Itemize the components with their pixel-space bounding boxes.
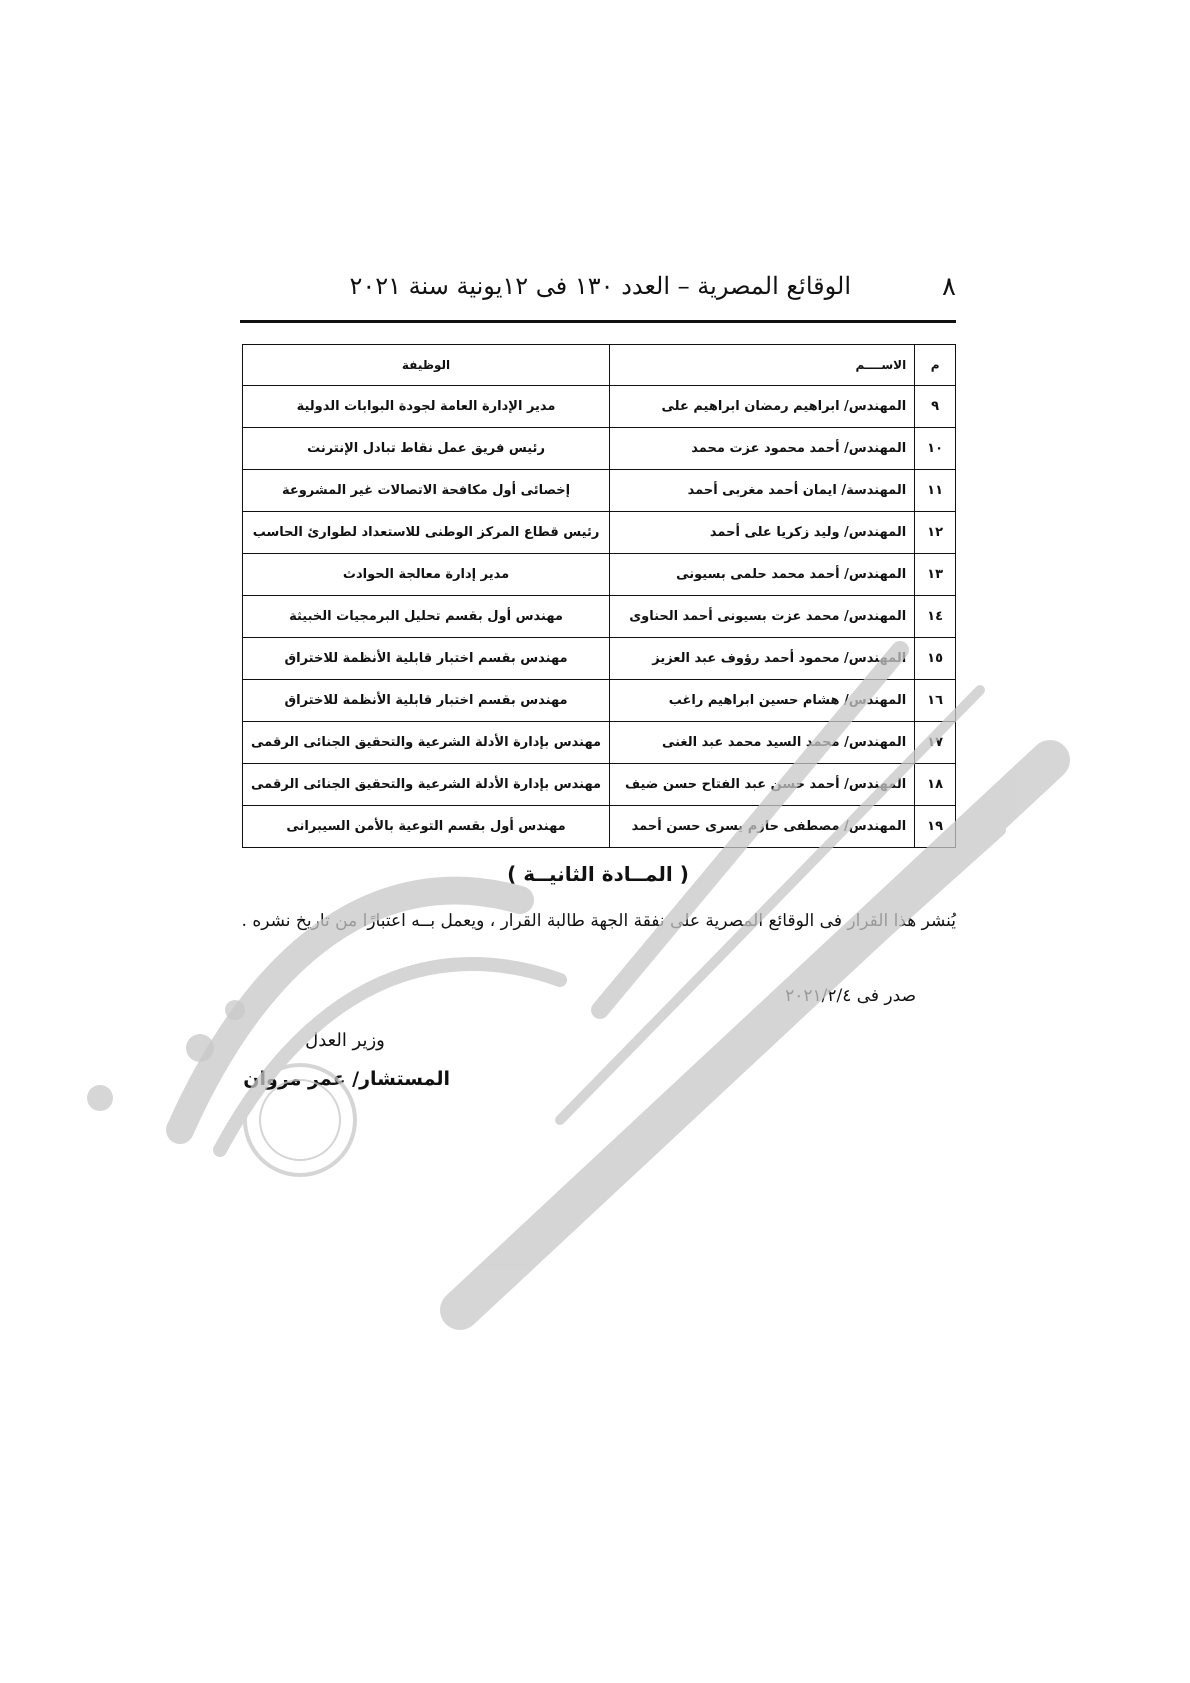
cell-job: مهندس بإدارة الأدلة الشرعية والتحقيق الجنائى الرقمى	[243, 764, 610, 806]
cell-name: المهندس/ أحمد حسن عبد الفتاح حسن ضيف	[610, 764, 915, 806]
table-row	[243, 596, 956, 638]
cell-name: المهندس/ أحمد محمد حلمى بسيونى	[610, 554, 915, 596]
article-title: ( المــادة الثانيــة )	[507, 862, 689, 886]
cell-name: المهندس/ ابراهيم رمضان ابراهيم على	[610, 386, 915, 428]
table-row	[243, 512, 956, 554]
minister-title: وزير العدل	[305, 1030, 385, 1051]
column-header-job: الوظيفة	[243, 345, 610, 386]
watermark-stroke-diagonal-2	[520, 830, 1000, 1260]
watermark-dot-1	[87, 1085, 113, 1111]
table-row	[243, 806, 956, 848]
page-header	[240, 272, 956, 312]
column-header-num: م	[915, 345, 956, 386]
cell-num: ١٥	[915, 638, 956, 680]
table-row	[243, 428, 956, 470]
cell-num: ١٢	[915, 512, 956, 554]
roster-table	[242, 344, 956, 848]
table-body	[243, 386, 956, 848]
page-number: ٨	[942, 272, 956, 302]
cell-job: مهندس بقسم اختبار قابلية الأنظمة للاختراق	[243, 680, 610, 722]
cell-job: مهندس بقسم اختبار قابلية الأنظمة للاختراق	[243, 638, 610, 680]
cell-name: المهندس/ محمد عزت بسيونى أحمد الحناوى	[610, 596, 915, 638]
cell-name: المهندس/ محمود أحمد رؤوف عبد العزيز	[610, 638, 915, 680]
table-row	[243, 386, 956, 428]
cell-num: ١٦	[915, 680, 956, 722]
cell-name: المهندس/ أحمد محمود عزت محمد	[610, 428, 915, 470]
cell-job: مدير الإدارة العامة لجودة البوابات الدولية	[243, 386, 610, 428]
signatory-name: المستشار/ عمر مروان	[243, 1068, 450, 1090]
table-header-row	[243, 345, 956, 386]
column-header-name: الاســــم	[610, 345, 915, 386]
table-row	[243, 722, 956, 764]
cell-name: المهندسة/ ايمان أحمد مغربى أحمد	[610, 470, 915, 512]
cell-job: مهندس بإدارة الأدلة الشرعية والتحقيق الجنائى الرقمى	[243, 722, 610, 764]
watermark-seal-inner-icon	[260, 1080, 340, 1160]
cell-job: رئيس فريق عمل نقاط تبادل الإنترنت	[243, 428, 610, 470]
cell-job: مهندس أول بقسم تحليل البرمجيات الخبيثة	[243, 596, 610, 638]
cell-name: المهندس/ وليد زكريا على أحمد	[610, 512, 915, 554]
watermark-arc-inner	[220, 964, 560, 1150]
gazette-title: الوقائع المصرية – العدد ١٣٠ فى ١٢يونية سنة ٢٠٢١	[349, 272, 851, 300]
cell-num: ١٧	[915, 722, 956, 764]
cell-job: مهندس أول بقسم التوعية بالأمن السيبرانى	[243, 806, 610, 848]
cell-job: مدير إدارة معالجة الحوادث	[243, 554, 610, 596]
cell-name: المهندس/ محمد السيد محمد عبد الغنى	[610, 722, 915, 764]
cell-job: رئيس قطاع المركز الوطنى للاستعداد لطوارئ الحاسب	[243, 512, 610, 554]
watermark-dot-2	[186, 1034, 214, 1062]
table-row	[243, 554, 956, 596]
cell-num: ٩	[915, 386, 956, 428]
table-row	[243, 764, 956, 806]
cell-name: المهندس/ مصطفى حازم يسرى حسن أحمد	[610, 806, 915, 848]
table-row	[243, 638, 956, 680]
cell-name: المهندس/ هشام حسين ابراهيم راغب	[610, 680, 915, 722]
watermark-dot-3	[225, 1000, 245, 1020]
cell-num: ١٠	[915, 428, 956, 470]
cell-num: ١٩	[915, 806, 956, 848]
table-row	[243, 680, 956, 722]
cell-num: ١٨	[915, 764, 956, 806]
table-row	[243, 470, 956, 512]
header-divider	[240, 320, 956, 323]
cell-num: ١٤	[915, 596, 956, 638]
issue-date: صدر فى ٢٠٢١/٢/٤	[785, 986, 916, 1006]
cell-job: إخصائى أول مكافحة الاتصالات غير المشروعة	[243, 470, 610, 512]
body-paragraph: يُنشر هذا القرار فى الوقائع المصرية على نفقة الجهة طالبة القرار ، ويعمل بــه اعتبارًا من تاريخ نشره .	[241, 911, 956, 931]
cell-num: ١١	[915, 470, 956, 512]
cell-num: ١٣	[915, 554, 956, 596]
